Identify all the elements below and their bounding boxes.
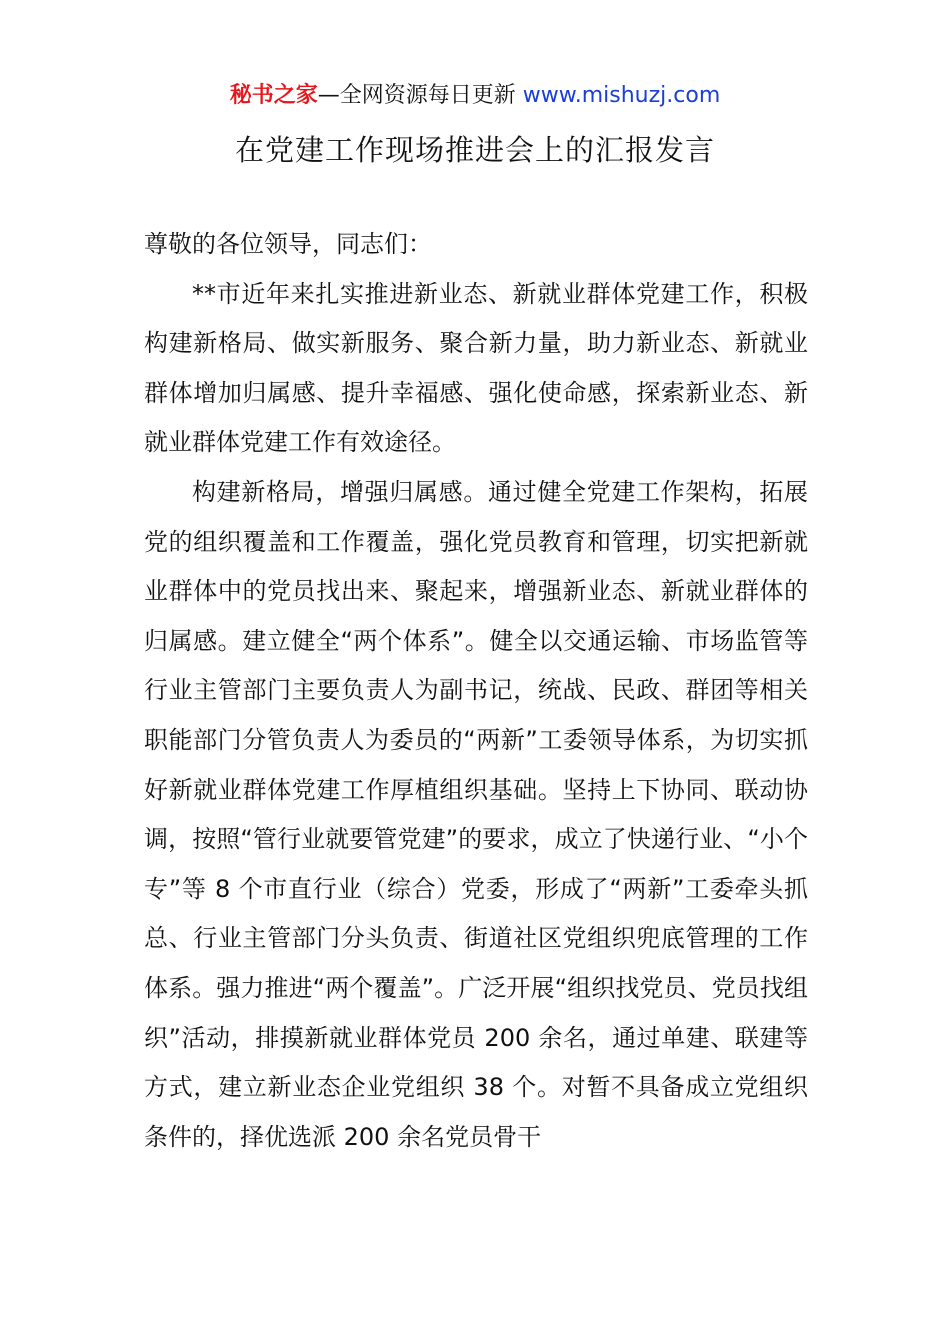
document-body	[144, 220, 808, 1162]
paragraph-intro: **市近年来扎实推进新业态、新就业群体党建工作，积极构建新格局、做实新服务、聚合新力量，助力新业态、新就业群体增加归属感、提升幸福感、强化使命感，探索新业态、新就业群体党建工作有效途径。	[144, 279, 808, 457]
brand-name: 秘书之家	[229, 83, 318, 108]
paragraph-new-pattern: 构建新格局，增强归属感。通过健全党建工作架构，拓展党的组织覆盖和工作覆盖，强化党员教育和管理，切实把新就业群体中的党员找出来、聚起来，增强新业态、新就业群体的归属感。建立健全“两个体系”。健全以交通运输、市场监管等行业主管部门主要负责人为副书记，统战、民政、群团等相关职能部门分管负责人为委员的“两新”工委领导体系，为切实抓好新就业群体党建工作厚植组织基础。坚持上下协同、联动协调，按照“管行业就要管党建”的要求，成立了快递行业、“小个专”等 8 个市直行业（综合）党委，形成了“两新”工委牵头抓总、行业主管部门分头负责、街道社区党组织兜底管理的工作体系。强力推进“两个覆盖”。广泛开展“组织找党员、党员找组织”活动，排摸新就业群体党员 200 余名，通过单建、联建等方式，建立新业态企业党组织 38 个。对暂不具备成立党组织条件的，择优选派 200 余名党员骨干	[144, 477, 808, 1151]
document-title: 在党建工作现场推进会上的汇报发言	[234, 133, 715, 167]
site-url[interactable]: www.mishuzj.com	[522, 83, 721, 108]
header-tagline: —全网资源每日更新	[317, 83, 523, 108]
salutation: 尊敬的各位领导，同志们：	[144, 230, 432, 258]
site-header	[0, 80, 950, 112]
